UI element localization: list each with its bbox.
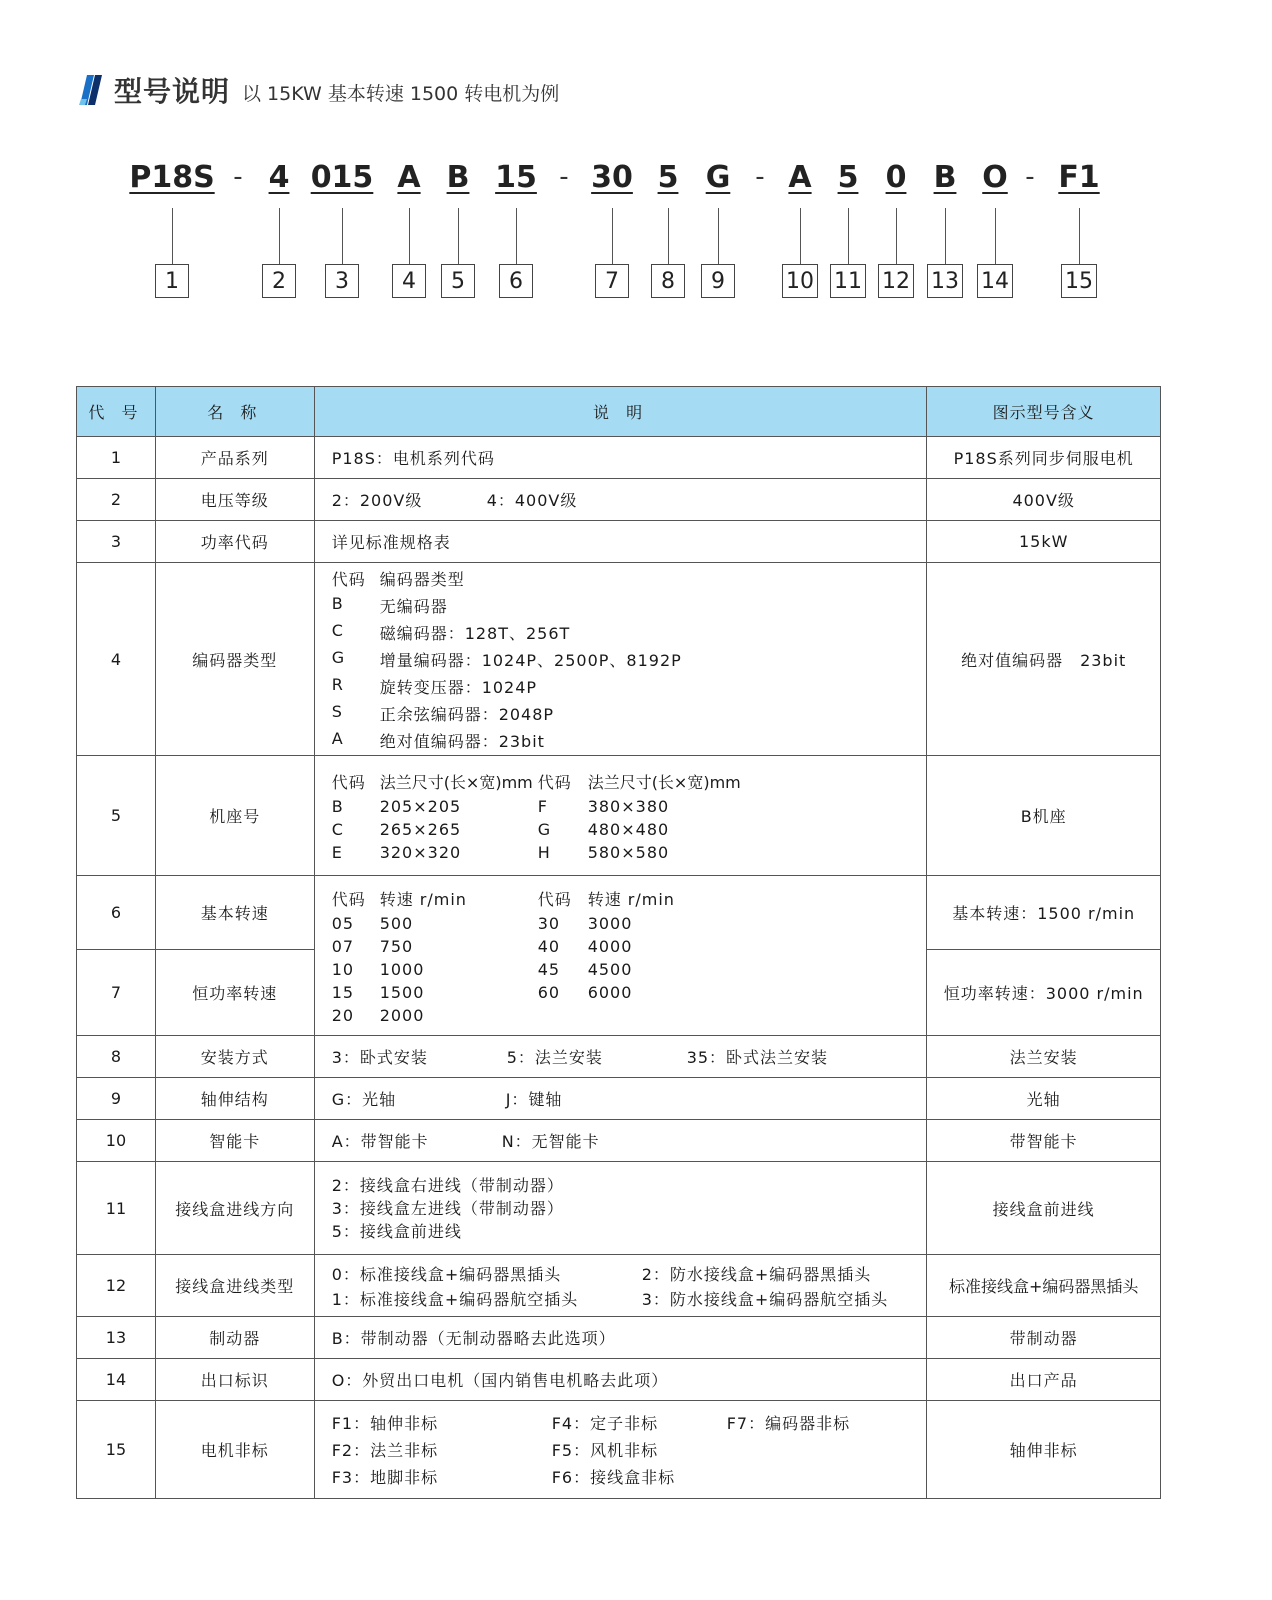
- table-row: [77, 437, 1161, 479]
- row-name: 安装方式: [155, 1036, 314, 1078]
- row-code: 3: [77, 521, 156, 563]
- row-meaning: 基本转速：1500 r/min: [927, 876, 1161, 950]
- row-code: 13: [77, 1317, 156, 1359]
- connector-line: [279, 208, 280, 264]
- row-code: 15: [77, 1401, 156, 1499]
- list-code: H: [537, 842, 551, 862]
- list-code: 30: [537, 913, 561, 933]
- row-code: 9: [77, 1078, 156, 1120]
- table-row: [77, 1078, 1161, 1120]
- code-segment-11: 5: [837, 160, 859, 195]
- connector-line: [800, 208, 801, 264]
- row-desc: 详见标准规格表: [314, 521, 927, 563]
- code-segment-1: P18S: [129, 160, 215, 195]
- connector-line: [848, 208, 849, 264]
- row-name: 编码器类型: [155, 563, 314, 756]
- list-header: 代码: [537, 772, 572, 792]
- list-header: 转速 r/min: [587, 889, 675, 909]
- row-name: 功率代码: [155, 521, 314, 563]
- list-code: 60: [537, 982, 561, 1002]
- row-name: 智能卡: [155, 1120, 314, 1162]
- section-header: [78, 70, 559, 110]
- frame-size-list: [332, 770, 926, 862]
- list-code: 20: [331, 1005, 355, 1025]
- row-name: 轴伸结构: [155, 1078, 314, 1120]
- list-value: 1500: [379, 982, 425, 1002]
- connector-line: [409, 208, 410, 264]
- row-code: 5: [77, 756, 156, 876]
- desc-option: 35：卧式法兰安装: [686, 1048, 829, 1067]
- list-value: 265×265: [379, 819, 462, 839]
- list-code: G: [537, 819, 552, 839]
- desc-option: N：无智能卡: [501, 1132, 600, 1151]
- position-number-box: 11: [830, 264, 866, 298]
- list-header: 代码: [331, 569, 366, 589]
- list-value: 6000: [587, 982, 633, 1002]
- desc-line: F7：编码器非标: [726, 1414, 851, 1433]
- row-desc: O：外贸出口电机（国内销售电机略去此项）: [314, 1359, 927, 1401]
- code-dash: -: [755, 162, 765, 192]
- list-value: 205×205: [379, 796, 462, 816]
- table-row: [77, 1120, 1161, 1162]
- section-marker-icon: [78, 73, 104, 107]
- position-number-box: 15: [1061, 264, 1097, 298]
- connector-line: [458, 208, 459, 264]
- header-meaning: 图示型号含义: [927, 387, 1161, 437]
- row-meaning: 轴伸非标: [927, 1401, 1161, 1499]
- desc-option: A：带智能卡: [331, 1132, 429, 1151]
- desc-line: F3：地脚非标: [331, 1468, 439, 1487]
- model-spec-table: [76, 386, 1161, 1499]
- row-desc: [314, 1255, 927, 1317]
- row-code: 7: [77, 950, 156, 1036]
- connector-line: [172, 208, 173, 264]
- row-meaning: B机座: [927, 756, 1161, 876]
- code-segment-3: 015: [310, 160, 374, 195]
- desc-line: F6：接线盒非标: [551, 1468, 676, 1487]
- code-segment-15: F1: [1058, 160, 1100, 195]
- list-code: 05: [331, 913, 355, 933]
- connector-line: [718, 208, 719, 264]
- table-row: [77, 521, 1161, 563]
- row-meaning: 光轴: [927, 1078, 1161, 1120]
- code-dash: -: [233, 162, 243, 192]
- row-name: 电压等级: [155, 479, 314, 521]
- table-row: [77, 563, 1161, 756]
- row-desc: [314, 1078, 927, 1120]
- code-segment-14: O: [982, 160, 1008, 195]
- row-code: 11: [77, 1162, 156, 1255]
- list-code: A: [331, 728, 344, 748]
- list-code: F: [537, 796, 548, 816]
- code-segment-7: 30: [591, 160, 633, 195]
- code-segment-4: A: [397, 160, 421, 195]
- desc-line: [727, 1438, 926, 1461]
- list-value: [588, 1006, 926, 1025]
- list-code: G: [331, 647, 346, 667]
- row-code: 6: [77, 876, 156, 950]
- list-value: 磁编码器：128T、256T: [379, 623, 571, 643]
- code-dash: -: [1025, 162, 1035, 192]
- table-row: [77, 1359, 1161, 1401]
- list-header: 法兰尺寸(长×宽)mm: [587, 772, 741, 792]
- connector-line: [342, 208, 343, 264]
- desc-line: 0：标准接线盒+编码器黑插头: [331, 1264, 562, 1284]
- row-meaning: 出口产品: [927, 1359, 1161, 1401]
- code-segment-2: 4: [268, 160, 290, 195]
- row-meaning: P18S系列同步伺服电机: [927, 437, 1161, 479]
- code-segment-6: 15: [495, 160, 537, 195]
- header-code: 代 号: [77, 387, 156, 437]
- list-value: 2000: [379, 1005, 425, 1025]
- row-desc: [314, 1162, 927, 1255]
- connector-line: [516, 208, 517, 264]
- list-header: 法兰尺寸(长×宽)mm: [379, 772, 533, 792]
- list-value: 580×580: [587, 842, 670, 862]
- position-number-box: 4: [392, 264, 426, 298]
- position-number-box: 6: [499, 264, 533, 298]
- list-value: 1000: [379, 959, 425, 979]
- list-code: S: [331, 701, 343, 721]
- row-meaning: 法兰安装: [927, 1036, 1161, 1078]
- row-desc: B：带制动器（无制动器略去此选项）: [314, 1317, 927, 1359]
- row-meaning: 恒功率转速：3000 r/min: [927, 950, 1161, 1036]
- position-number-box: 7: [595, 264, 629, 298]
- desc-line: [727, 1465, 926, 1488]
- table-row: [77, 756, 1161, 876]
- encoder-type-list: [332, 567, 926, 752]
- list-value: 旋转变压器：1024P: [379, 677, 538, 697]
- list-code: [538, 1006, 588, 1025]
- connector-line: [1079, 208, 1080, 264]
- desc-line: F2：法兰非标: [331, 1441, 439, 1460]
- connector-line: [668, 208, 669, 264]
- row-desc: [314, 563, 927, 756]
- row-name: 电机非标: [155, 1401, 314, 1499]
- list-header: 编码器类型: [379, 569, 465, 589]
- row-code: 2: [77, 479, 156, 521]
- table-row: [77, 1255, 1161, 1317]
- row-desc: [314, 756, 927, 876]
- row-meaning: 400V级: [927, 479, 1161, 521]
- row-meaning: 带智能卡: [927, 1120, 1161, 1162]
- row-code: 10: [77, 1120, 156, 1162]
- code-segment-8: 5: [657, 160, 679, 195]
- table-row: [77, 1317, 1161, 1359]
- list-value: 500: [379, 913, 414, 933]
- connector-line: [896, 208, 897, 264]
- list-code: E: [331, 842, 343, 862]
- list-code: 40: [537, 936, 561, 956]
- list-code: 10: [331, 959, 355, 979]
- desc-line: F1：轴伸非标: [331, 1414, 439, 1433]
- list-code: 45: [537, 959, 561, 979]
- row-meaning: 标准接线盒+编码器黑插头: [927, 1255, 1161, 1317]
- list-code: R: [331, 674, 344, 694]
- desc-option: J：键轴: [505, 1090, 563, 1109]
- table-row: [77, 876, 1161, 950]
- list-value: 无编码器: [379, 596, 448, 616]
- desc-option: 4：400V级: [486, 491, 578, 510]
- position-number-box: 3: [325, 264, 359, 298]
- code-segment-12: 0: [885, 160, 907, 195]
- row-meaning: 15kW: [927, 521, 1161, 563]
- desc-line: F4：定子非标: [551, 1414, 659, 1433]
- table-row: [77, 479, 1161, 521]
- code-segment-10: A: [788, 160, 812, 195]
- table-header-row: [77, 387, 1161, 437]
- row-name: 恒功率转速: [155, 950, 314, 1036]
- header-name: 名 称: [155, 387, 314, 437]
- desc-option: 2：200V级: [331, 491, 423, 510]
- position-number-box: 5: [441, 264, 475, 298]
- row-desc: [314, 1401, 927, 1499]
- list-value: 绝对值编码器：23bit: [379, 731, 545, 751]
- row-meaning: 接线盒前进线: [927, 1162, 1161, 1255]
- desc-line: 2：防水接线盒+编码器黑插头: [641, 1264, 872, 1284]
- connector-line: [612, 208, 613, 264]
- list-value: 4000: [587, 936, 633, 956]
- list-code: B: [331, 796, 344, 816]
- row-name: 产品系列: [155, 437, 314, 479]
- list-header: 代码: [331, 889, 366, 909]
- row-name: 接线盒进线方向: [155, 1162, 314, 1255]
- desc-line: 5：接线盒前进线: [331, 1221, 462, 1241]
- page-subtitle: 以 15KW 基本转速 1500 转电机为例: [242, 82, 560, 105]
- list-code: B: [331, 593, 344, 613]
- list-header: 代码: [331, 772, 366, 792]
- model-code-diagram: [0, 160, 1272, 310]
- position-number-box: 2: [262, 264, 296, 298]
- position-number-box: 13: [927, 264, 963, 298]
- row-code: 4: [77, 563, 156, 756]
- desc-option: 3：卧式安装: [331, 1048, 428, 1067]
- row-desc: [314, 1120, 927, 1162]
- table-row: [77, 1401, 1161, 1499]
- row-desc: [314, 1036, 927, 1078]
- page-title: 型号说明: [114, 75, 231, 108]
- position-number-box: 12: [878, 264, 914, 298]
- desc-option: 5：法兰安装: [506, 1048, 603, 1067]
- position-number-box: 14: [977, 264, 1013, 298]
- code-segment-5: B: [446, 160, 470, 195]
- list-code: 07: [331, 936, 355, 956]
- row-name: 基本转速: [155, 876, 314, 950]
- position-number-box: 9: [701, 264, 735, 298]
- list-value: 3000: [587, 913, 633, 933]
- row-desc: [314, 876, 927, 1036]
- header-desc: 说 明: [314, 387, 927, 437]
- table-row: [77, 1162, 1161, 1255]
- list-value: 正余弦编码器：2048P: [379, 704, 555, 724]
- row-desc: P18S：电机系列代码: [314, 437, 927, 479]
- row-name: 制动器: [155, 1317, 314, 1359]
- desc-line: F5：风机非标: [551, 1441, 659, 1460]
- desc-option: G：光轴: [331, 1090, 397, 1109]
- list-value: 320×320: [379, 842, 462, 862]
- list-header: 转速 r/min: [379, 889, 467, 909]
- position-number-box: 8: [651, 264, 685, 298]
- row-name: 机座号: [155, 756, 314, 876]
- row-meaning: 带制动器: [927, 1317, 1161, 1359]
- list-value: 4500: [587, 959, 633, 979]
- list-value: 480×480: [587, 819, 670, 839]
- row-code: 8: [77, 1036, 156, 1078]
- connector-line: [995, 208, 996, 264]
- code-segment-9: G: [705, 160, 731, 195]
- row-meaning: 绝对值编码器 23bit: [927, 563, 1161, 756]
- list-code: 15: [331, 982, 355, 1002]
- code-dash: -: [559, 162, 569, 192]
- code-segment-13: B: [933, 160, 957, 195]
- list-code: C: [331, 819, 344, 839]
- list-header: 代码: [537, 889, 572, 909]
- speed-list: [332, 887, 926, 1025]
- list-value: 增量编码器：1024P、2500P、8192P: [379, 650, 682, 670]
- desc-line: 2：接线盒右进线（带制动器）: [331, 1175, 564, 1195]
- connector-line: [945, 208, 946, 264]
- desc-line: 3：防水接线盒+编码器航空插头: [641, 1289, 889, 1309]
- table-row: [77, 1036, 1161, 1078]
- position-number-box: 10: [782, 264, 818, 298]
- row-desc: [314, 479, 927, 521]
- row-name: 出口标识: [155, 1359, 314, 1401]
- desc-line: 1：标准接线盒+编码器航空插头: [331, 1289, 579, 1309]
- list-code: C: [331, 620, 344, 640]
- list-value: 750: [379, 936, 414, 956]
- position-number-box: 1: [155, 264, 189, 298]
- row-code: 14: [77, 1359, 156, 1401]
- list-value: 380×380: [587, 796, 670, 816]
- row-code: 12: [77, 1255, 156, 1317]
- row-code: 1: [77, 437, 156, 479]
- row-name: 接线盒进线类型: [155, 1255, 314, 1317]
- desc-line: 3：接线盒左进线（带制动器）: [331, 1198, 564, 1218]
